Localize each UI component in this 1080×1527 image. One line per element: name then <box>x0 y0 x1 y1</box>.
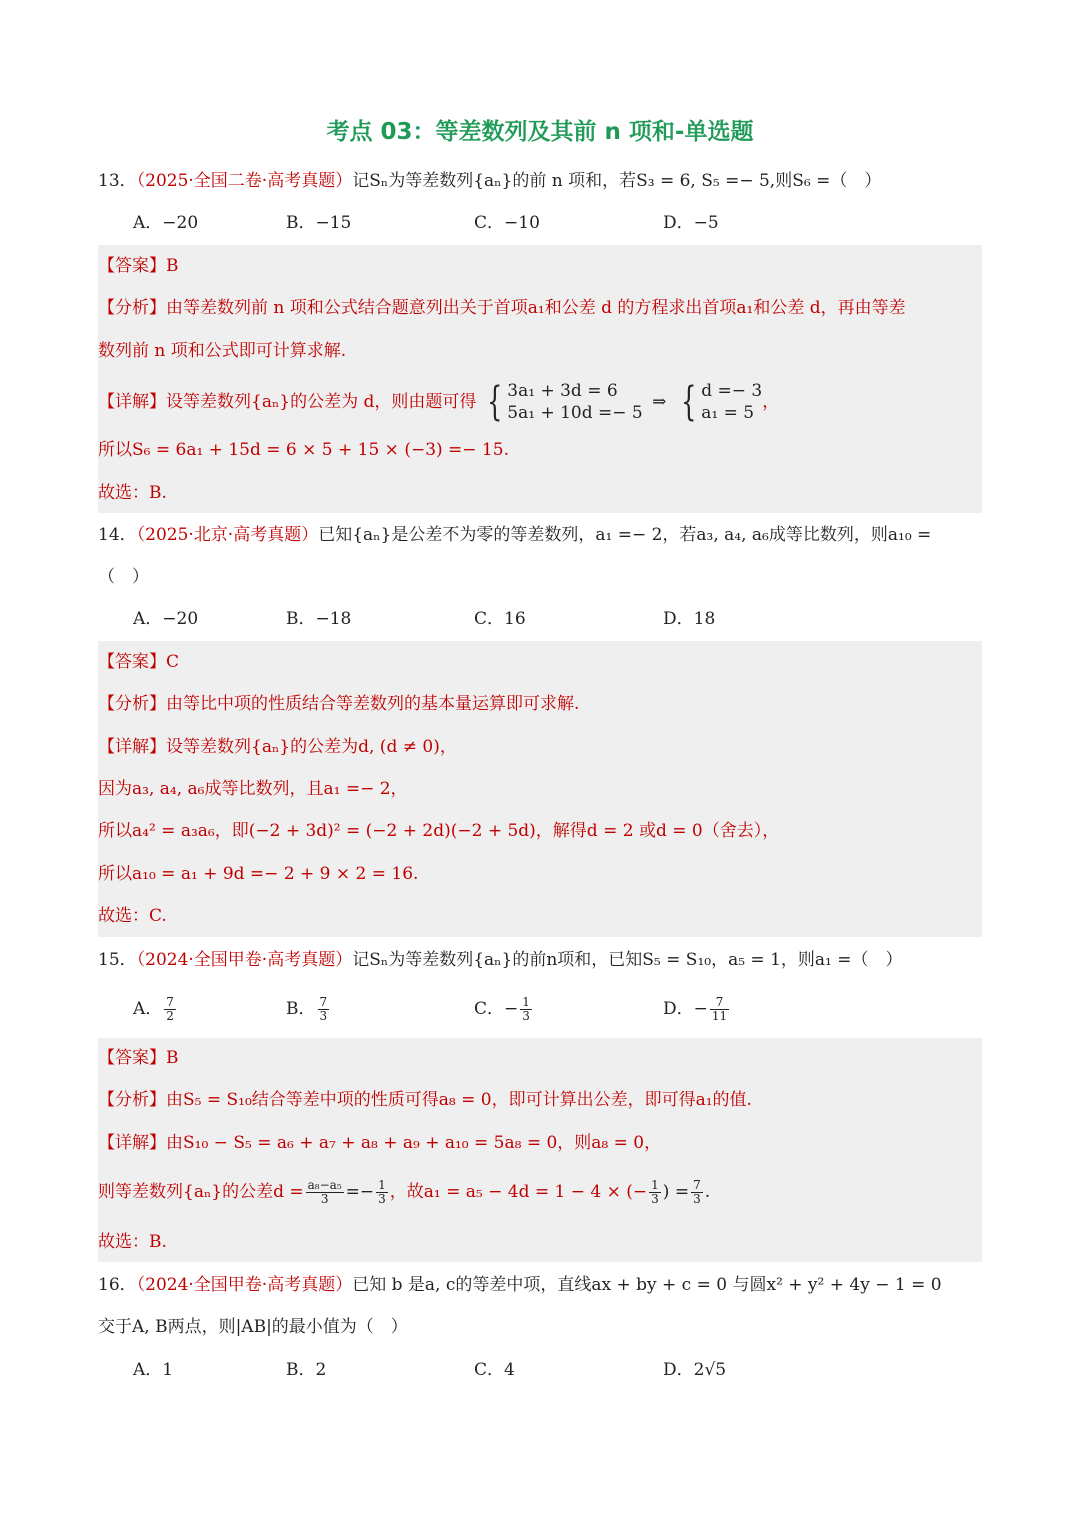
denominator: 3 <box>320 1192 329 1206</box>
question-source: （2024·全国甲卷·高考真题） <box>136 950 353 970</box>
option-c[interactable] <box>474 990 534 1028</box>
numerator: 7 <box>166 995 174 1009</box>
option-b[interactable] <box>286 990 331 1028</box>
option-c[interactable]: C．4 <box>474 1360 515 1380</box>
option-a[interactable]: A．−20 <box>133 609 199 629</box>
denominator: 3 <box>651 1192 659 1206</box>
numerator: a₈−a₅ <box>307 1178 342 1192</box>
question-16-options <box>133 1357 993 1383</box>
equation: a₁ = 5 <box>701 403 755 423</box>
numerator: 1 <box>522 995 530 1009</box>
solution-box-13 <box>98 245 982 513</box>
option-a[interactable]: A．−20 <box>133 213 199 233</box>
equation: 3a₁ + 3d = 6 <box>507 381 618 401</box>
equation: 5a₁ + 10d =− 5 <box>507 403 643 423</box>
fraction <box>649 1179 661 1206</box>
numerator: 1 <box>378 1178 386 1192</box>
question-13-stem <box>98 169 881 193</box>
numerator: 1 <box>651 1178 659 1192</box>
fraction <box>306 1179 344 1206</box>
option-d[interactable]: D．18 <box>663 609 716 629</box>
denominator: 3 <box>319 1009 328 1023</box>
detail-line: 因为a₃, a₄, a₆成等比数列，且a₁ =− 2， <box>98 779 408 799</box>
text-segment: =− <box>345 1182 375 1202</box>
question-number: 15． <box>98 950 137 970</box>
answer-line: 【答案】B <box>98 1048 179 1068</box>
analysis-line: 【分析】由等差数列前 n 项和公式结合题意列出关于首项a₁和公差 d 的方程求出首项a₁和公差 d，再由等差 <box>98 298 906 318</box>
choice-line: 故选：B. <box>98 483 167 503</box>
solution-box-14 <box>98 641 982 937</box>
equation: d =− 3 <box>701 381 763 401</box>
option-a[interactable] <box>133 990 178 1028</box>
fraction <box>520 996 532 1023</box>
left-brace-icon: { <box>486 379 503 425</box>
option-label: C．− <box>474 999 519 1019</box>
punctuation: . <box>704 1182 711 1202</box>
detail-label: 【详解】设等差数列{aₙ}的公差为 d，则由题可得 <box>98 392 477 412</box>
page-title: 考点 03：等差数列及其前 n 项和-单选题 <box>326 119 754 145</box>
question-16-stem <box>98 1273 942 1297</box>
question-number: 16． <box>98 1275 137 1295</box>
detail-line: 所以a₄² = a₃a₆，即(−2 + 3d)² = (−2 + 2d)(−2 + 5d)，解得d = 2 或d = 0（舍去）， <box>98 821 780 841</box>
question-number: 14． <box>98 525 137 545</box>
option-label: B． <box>286 999 316 1019</box>
option-d[interactable]: D．−5 <box>663 213 719 233</box>
denominator: 11 <box>711 1009 728 1023</box>
analysis-line: 【分析】由S₅ = S₁₀结合等差中项的性质可得a₈ = 0，即可计算出公差，即可得a₁的值. <box>98 1090 752 1110</box>
denominator: 3 <box>378 1192 386 1206</box>
option-b[interactable]: B．2 <box>286 1360 327 1380</box>
text-segment: ) = <box>662 1182 690 1202</box>
solution-system <box>701 380 762 424</box>
question-text: 记Sₙ为等差数列{aₙ}的前 n 项和，若S₃ = 6, S₅ =− 5,则S₆ =（ ） <box>352 171 882 191</box>
fraction <box>318 996 330 1023</box>
denominator: 3 <box>522 1009 530 1023</box>
option-b[interactable]: B．−15 <box>286 213 352 233</box>
question-16-stem-cont: 交于A, B两点，则|AB|的最小值为（ ） <box>98 1317 408 1337</box>
question-text: 记Sₙ为等差数列{aₙ}的前n项和，已知S₅ = S₁₀，a₅ = 1，则a₁ =（ ） <box>352 950 903 970</box>
analysis-line: 【分析】由等比中项的性质结合等差数列的基本量运算即可求解. <box>98 694 580 714</box>
left-brace-icon: { <box>680 379 697 425</box>
denominator: 3 <box>693 1192 701 1206</box>
detail-line: 所以a₁₀ = a₁ + 9d =− 2 + 9 × 2 = 16. <box>98 864 419 884</box>
option-label: D．− <box>663 999 708 1019</box>
question-source: （2024·全国甲卷·高考真题） <box>136 1275 353 1295</box>
detail-line <box>98 375 779 429</box>
question-source: （2025·全国二卷·高考真题） <box>136 171 353 191</box>
question-14-options <box>133 606 993 632</box>
answer-line: 【答案】C <box>98 652 180 672</box>
numerator: 7 <box>710 996 729 1010</box>
implies-icon: ⇒ <box>652 392 667 412</box>
question-14-stem <box>98 523 931 547</box>
text-segment: ，故a₁ = a₅ − 4d = 1 − 4 × (− <box>389 1182 648 1202</box>
question-text: 已知{aₙ}是公差不为零的等差数列，a₁ =− 2，若a₃, a₄, a₆成等比数列，则a₁₀ = <box>318 525 932 545</box>
question-13-options <box>133 210 993 236</box>
numerator: 7 <box>319 995 328 1009</box>
fraction <box>691 1179 703 1206</box>
option-d[interactable] <box>663 990 731 1028</box>
question-number: 13． <box>98 171 137 191</box>
question-15-options <box>133 990 993 1028</box>
option-c[interactable]: C．16 <box>474 609 526 629</box>
detail-line: 【详解】由S₁₀ − S₅ = a₆ + a₇ + a₈ + a₉ + a₁₀ = 5a₈ = 0，则a₈ = 0， <box>98 1133 662 1153</box>
fraction <box>164 996 176 1023</box>
option-d[interactable]: D．2√5 <box>663 1360 727 1380</box>
option-b[interactable]: B．−18 <box>286 609 352 629</box>
question-source: （2025·北京·高考真题） <box>136 525 319 545</box>
text-segment: 则等差数列{aₙ}的公差d = <box>98 1182 304 1202</box>
question-15-stem <box>98 948 903 972</box>
solution-box-15 <box>98 1038 982 1262</box>
choice-line: 故选：B. <box>98 1232 167 1252</box>
option-label: A． <box>133 999 163 1019</box>
answer-line: 【答案】B <box>98 256 179 276</box>
question-14-stem-cont: （ ） <box>98 567 149 587</box>
denominator: 2 <box>166 1009 174 1023</box>
detail-line <box>98 1171 710 1213</box>
punctuation: ， <box>762 392 780 412</box>
detail-line: 【详解】设等差数列{aₙ}的公差为d, (d ≠ 0)， <box>98 737 457 757</box>
question-text: 已知 b 是a, c的等差中项，直线ax + by + c = 0 与圆x² + y² + 4y − 1 = 0 <box>352 1275 942 1295</box>
fraction <box>376 1179 388 1206</box>
numerator: 7 <box>693 1178 701 1192</box>
option-c[interactable]: C．−10 <box>474 213 540 233</box>
detail-line: 所以S₆ = 6a₁ + 15d = 6 × 5 + 15 × (−3) =− 15. <box>98 440 509 460</box>
equation-system <box>507 380 642 424</box>
choice-line: 故选：C. <box>98 906 167 926</box>
analysis-line: 数列前 n 项和公式即可计算求解. <box>98 341 347 361</box>
fraction <box>710 996 729 1023</box>
option-a[interactable]: A．1 <box>133 1360 174 1380</box>
